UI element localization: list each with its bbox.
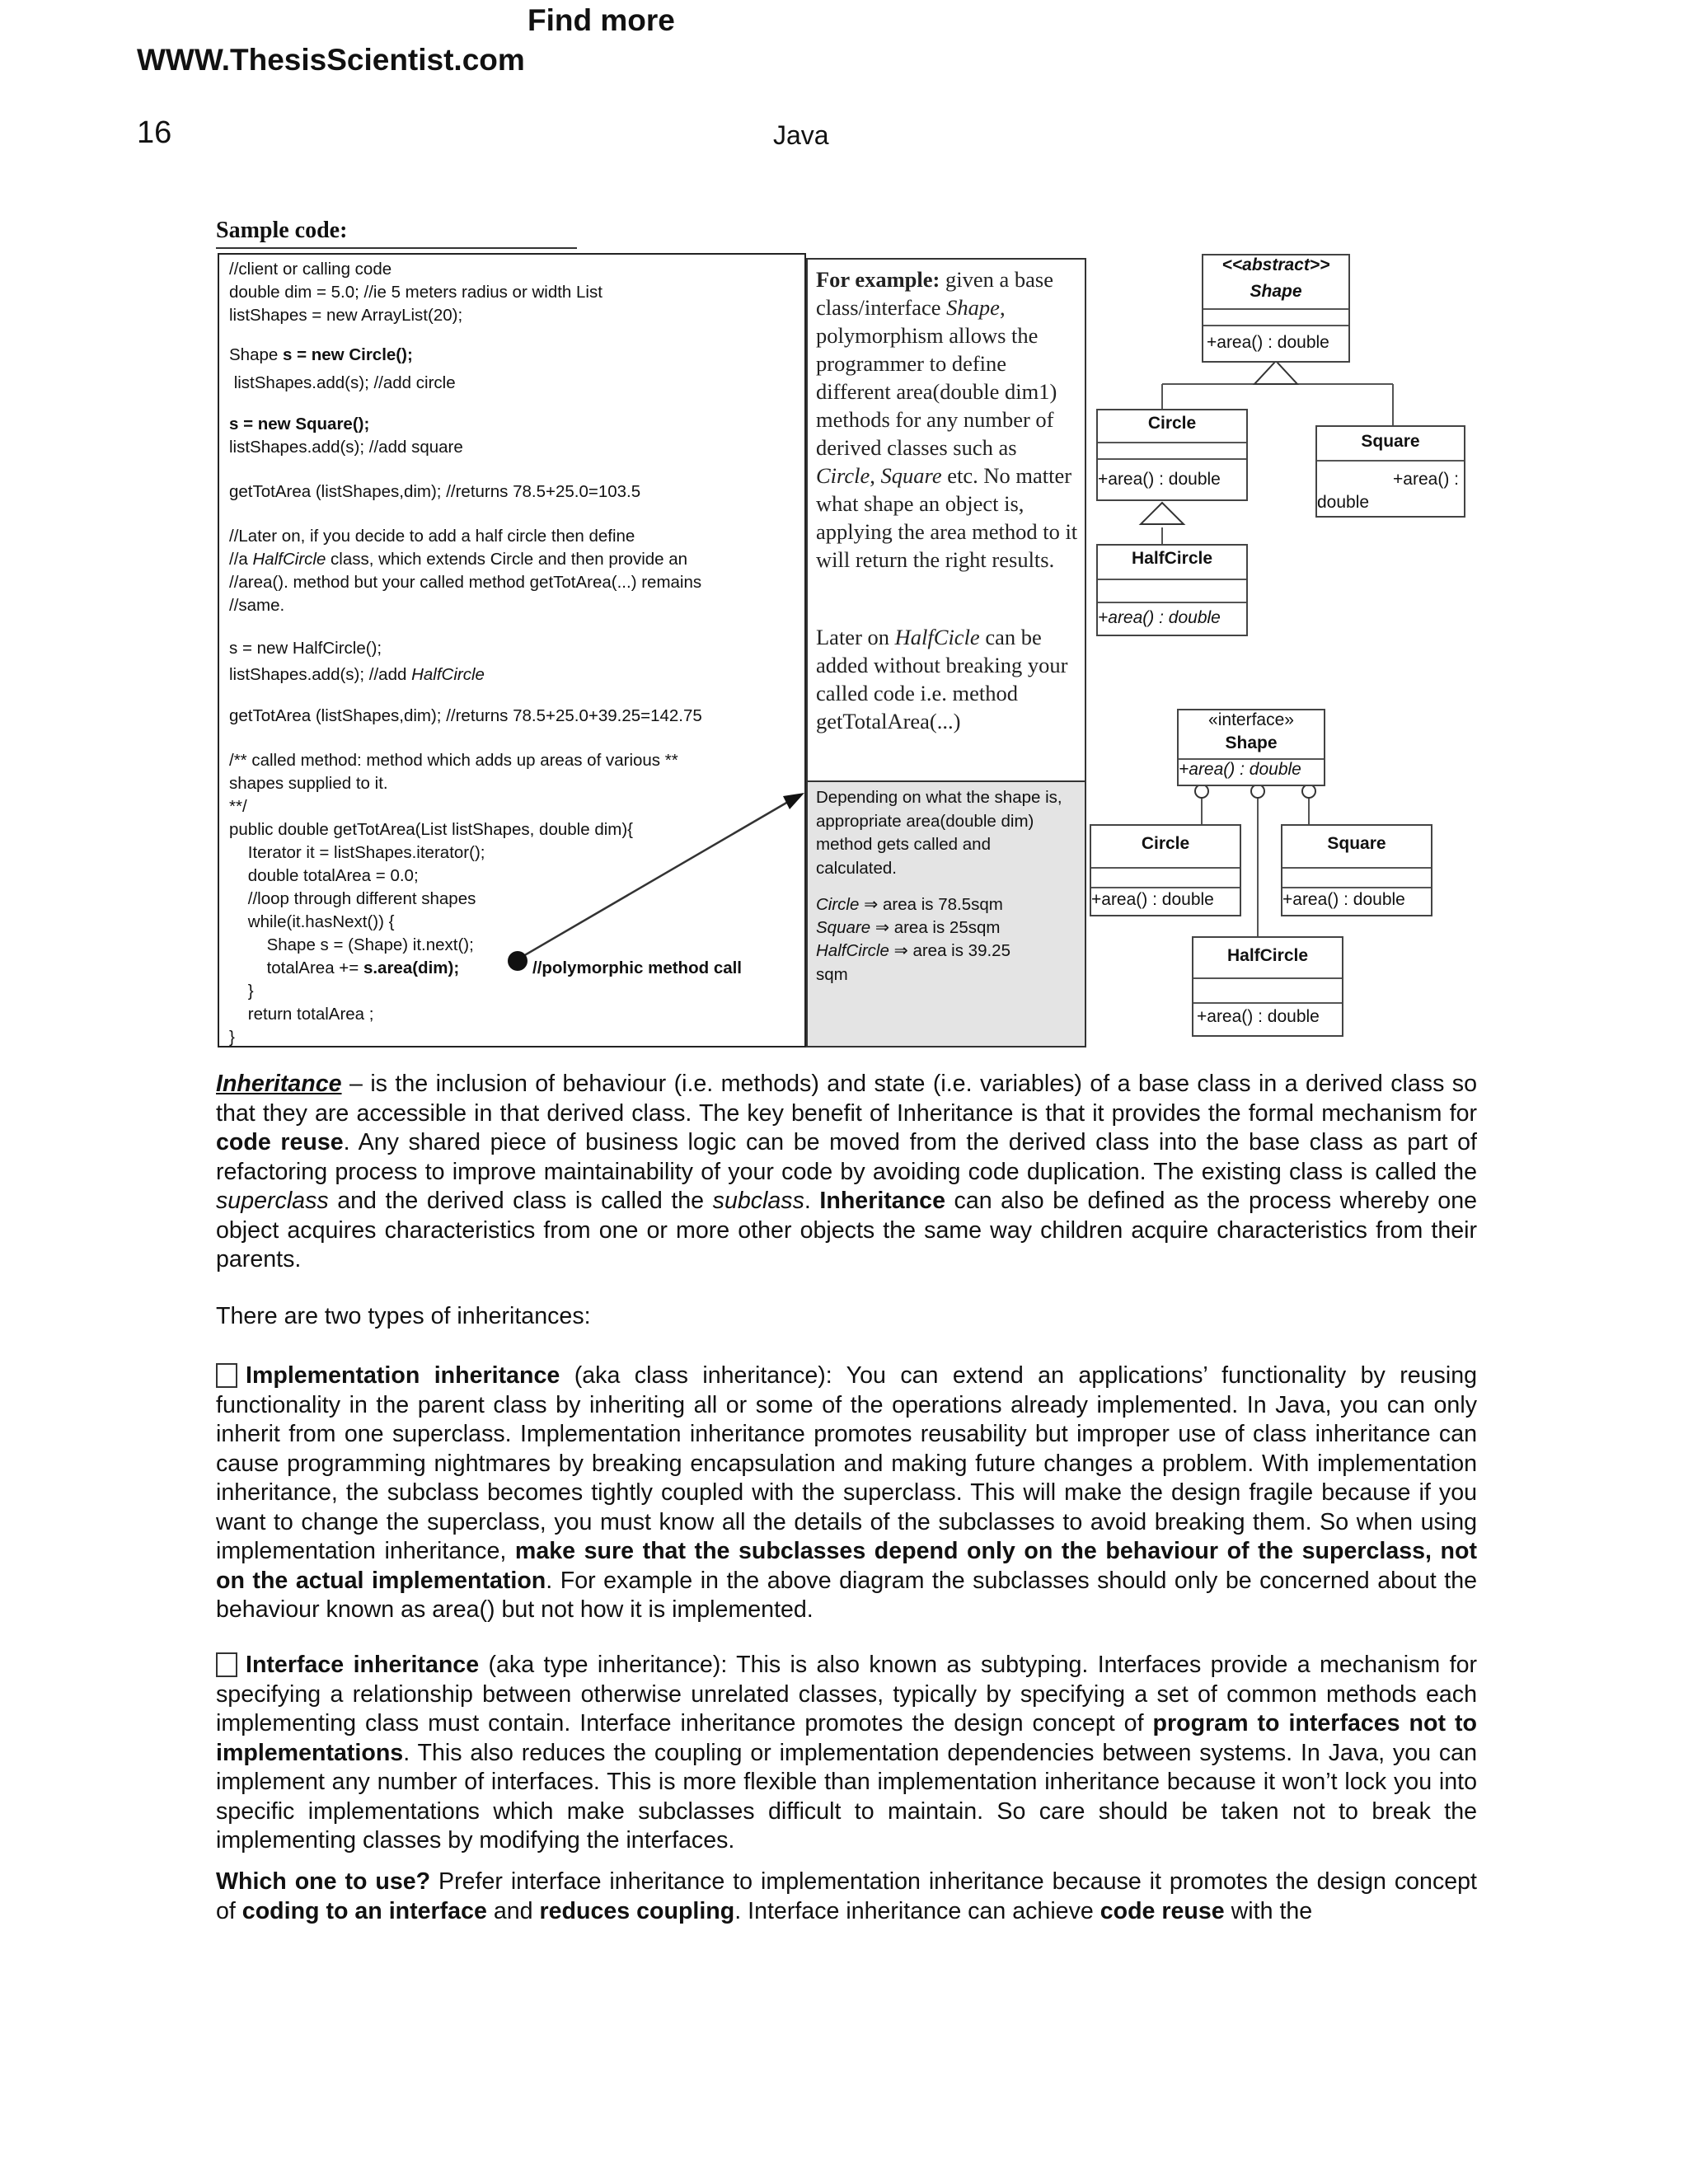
body-text: – is the inclusion of behaviour (i.e. methods) and state (i.e. variables) of a base class in a derived class so that they are accessible in that derived class. The key benefit of Inheritance is that it provides the formal mechanism for bbox=[216, 1071, 1477, 1127]
interface-inheritance-paragraph bbox=[216, 1651, 1477, 1856]
which-one-paragraph bbox=[216, 1868, 1477, 1926]
uml-method: +area() : double bbox=[1098, 470, 1221, 489]
code-line: Shape s = (Shape) it.next(); bbox=[229, 935, 474, 954]
example-italic: Shape bbox=[946, 295, 1000, 320]
uml-stereotype: «interface» bbox=[1208, 710, 1294, 729]
realization-circle bbox=[1251, 785, 1264, 798]
example-text: , polymorphism allows the programmer to define different area(double dim1) methods for any number of derived classes such as bbox=[816, 295, 1057, 460]
body-text: (aka class inheritance): You can extend an applications’ functionality by reusing functionality in the parent class by inheriting all or some of the operations already implemented. In Java, you can only inherit from one superclass. Implementation inheritance promotes reusability but improper use of class inheritance can cause programming nightmares by breaking encapsulation and making future changes a problem. With implementation inheritance, the subclass becomes tightly coupled with the superclass. This will make the design fragile because if you want to change the superclass, you must know all the details of the subclasses to avoid breaking them. So when using implementation inheritance, bbox=[216, 1362, 1478, 1564]
uml-interface-square-class bbox=[1281, 824, 1432, 916]
body-bold: reduces coupling bbox=[539, 1897, 735, 1924]
inheritance-paragraph bbox=[216, 1070, 1477, 1275]
uml-stereotype: <<abstract>> bbox=[1221, 255, 1330, 274]
code-line: while(it.hasNext()) { bbox=[229, 912, 395, 931]
body-text: and bbox=[486, 1897, 540, 1924]
body-text: can also be defined as the process whereby one object acquires characteristics from one or more other objects the same way children acquire characteristics from their parents. bbox=[216, 1188, 1478, 1272]
example-italic: HalfCicle bbox=[894, 625, 980, 649]
code-line: //Later on, if you decide to add a half circle then define bbox=[229, 527, 635, 546]
body-bold: coding to an interface bbox=[241, 1897, 487, 1924]
uml-method: +area() : double bbox=[1098, 608, 1221, 627]
uml-divider bbox=[1091, 867, 1240, 869]
inheritance-term: Inheritance bbox=[216, 1071, 342, 1097]
code-line: shapes supplied to it. bbox=[229, 774, 388, 793]
code-line: listShapes.add(s); //add circle bbox=[229, 373, 456, 392]
body-bold: Implementation inheritance bbox=[246, 1362, 560, 1389]
find-more-link[interactable]: Find more bbox=[528, 3, 675, 37]
example-text: given a base class/interface bbox=[816, 267, 1053, 320]
example-text: Later on bbox=[816, 625, 895, 649]
code-bold-text: s = new Circle(); bbox=[282, 345, 413, 364]
uml-divider bbox=[1282, 887, 1431, 888]
code-text: totalArea += bbox=[229, 958, 363, 977]
code-line: s = new HalfCircle(); bbox=[229, 639, 382, 658]
example-text: , bbox=[870, 463, 881, 488]
code-text: //a bbox=[229, 550, 253, 569]
code-line: //client or calling code bbox=[229, 260, 392, 279]
uml-class-name: HalfCircle bbox=[1131, 549, 1213, 568]
uml-divider bbox=[1193, 1002, 1342, 1004]
uml-class-name: Circle bbox=[1141, 834, 1190, 853]
uml-class-name: HalfCircle bbox=[1226, 946, 1309, 965]
uml-divider bbox=[1282, 867, 1431, 869]
arrow-icon: ⇒ bbox=[874, 918, 889, 937]
polymorphic-call-label: //polymorphic method call bbox=[532, 958, 743, 977]
checkbox-icon bbox=[216, 1363, 237, 1388]
uml-interface-halfcircle-class bbox=[1192, 936, 1343, 1037]
body-text: . For example in the above diagram the subclasses should only be concerned about the behaviour known as area() but not how it is implemented. bbox=[216, 1567, 1478, 1623]
site-link[interactable]: WWW.ThesisScientist.com bbox=[137, 43, 525, 77]
body-bold: program to interfaces not to implementations bbox=[216, 1710, 1477, 1766]
result-value: area is 25sqm bbox=[889, 918, 1001, 937]
code-line: } bbox=[229, 982, 254, 1001]
code-line: //area(). method but your called method getTotArea(...) remains bbox=[229, 573, 702, 592]
code-line: public double getTotArea(List listShapes, double dim){ bbox=[229, 820, 634, 839]
body-text: . Any shared piece of business logic can be moved from the derived class into the base class as part of refactoring process to improve maintainability of your code by avoiding code duplication. The existing class is called the bbox=[216, 1129, 1478, 1185]
body-bold: make sure that the subclasses depend only on the behaviour of the superclass, not on the actual implementation bbox=[216, 1538, 1477, 1594]
uml-method: +area() : double bbox=[1197, 1007, 1320, 1026]
uml-interface-shape-class bbox=[1177, 709, 1325, 786]
body-bold: Interface inheritance bbox=[246, 1652, 480, 1678]
code-line: listShapes = new ArrayList(20); bbox=[229, 306, 463, 325]
code-line: listShapes.add(s); //add square bbox=[229, 438, 463, 457]
arrow-icon: ⇒ bbox=[893, 941, 908, 960]
two-types-line: There are two types of inheritances: bbox=[216, 1303, 591, 1329]
code-line: Iterator it = listShapes.iterator(); bbox=[229, 843, 485, 862]
code-line: getTotArea (listShapes,dim); //returns 78.5+25.0=103.5 bbox=[229, 482, 641, 501]
body-italic: subclass bbox=[712, 1188, 804, 1214]
code-line: //same. bbox=[229, 596, 285, 615]
sample-code-label: Sample code: bbox=[216, 218, 348, 243]
result-shape-name: Square bbox=[816, 918, 871, 937]
body-text: with the bbox=[1224, 1897, 1313, 1924]
code-line: double totalArea = 0.0; bbox=[229, 866, 419, 885]
arrow-icon: ⇒ bbox=[864, 895, 879, 914]
body-bold: code reuse bbox=[1100, 1897, 1225, 1924]
body-text: and the derived class is called the bbox=[328, 1188, 713, 1214]
uml-divider bbox=[1091, 887, 1240, 888]
result-shape-name: HalfCircle bbox=[816, 941, 889, 960]
code-text: listShapes.add(s); //add bbox=[229, 665, 412, 684]
code-line: //loop through different shapes bbox=[229, 889, 476, 908]
page-title: Java bbox=[773, 120, 829, 150]
uml-method: +area() : bbox=[1393, 470, 1459, 489]
example-italic: Square bbox=[880, 463, 942, 488]
realization-circle bbox=[1302, 785, 1315, 798]
example-text: etc. No matter what shape an object is, applying the area method to it will return the right results. bbox=[816, 463, 1078, 572]
code-line: **/ bbox=[229, 797, 247, 816]
uml-interface-circle-class bbox=[1090, 824, 1241, 916]
example-italic: Circle bbox=[816, 463, 870, 488]
code-italic-text: HalfCircle bbox=[411, 665, 485, 684]
code-line: s = new Square(); bbox=[229, 415, 370, 434]
code-text: Shape bbox=[229, 345, 283, 364]
example-text: can be added without breaking your called code i.e. method getTotalArea(...) bbox=[816, 625, 1068, 733]
checkbox-icon bbox=[216, 1652, 237, 1677]
code-line: return totalArea ; bbox=[229, 1005, 374, 1024]
uml-class-name: Shape bbox=[1250, 282, 1302, 301]
result-shape-name: Circle bbox=[816, 895, 860, 914]
code-line: /** called method: method which adds up areas of various ** bbox=[229, 751, 678, 770]
result-value: area is 78.5sqm bbox=[878, 895, 1003, 914]
body-bold: Inheritance bbox=[819, 1188, 945, 1214]
body-bold: code reuse bbox=[216, 1129, 344, 1155]
uml-method: +area() : double bbox=[1179, 760, 1301, 779]
body-text: Prefer interface inheritance to implementation inheritance because it promotes the design concept of bbox=[216, 1868, 1477, 1924]
implementation-inheritance-paragraph bbox=[216, 1361, 1477, 1625]
uml-class-name: Square bbox=[1327, 834, 1386, 853]
body-italic: superclass bbox=[216, 1188, 329, 1214]
body-text: . This also reduces the coupling or implementation dependencies between systems. In Java, you can implement any number of interfaces. This is more flexible than implementation inheritance because it won’t lock you into specific implementations which make subclasses difficult to maintain. So care should be taken not to break the implementing classes by modifying the interfaces. bbox=[216, 1739, 1477, 1854]
body-bold: Which one to use? bbox=[216, 1868, 431, 1895]
body-text: . bbox=[804, 1188, 820, 1214]
body-text: (aka type inheritance): This is also known as subtyping. Interfaces provide a mechanism for specifying a relationship between otherwise unrelated classes, typically by specifying a set of common methods each implementing class must contain. Interface inheritance promotes the design concept of bbox=[216, 1652, 1477, 1736]
uml-method: +area() : double bbox=[1282, 890, 1405, 909]
result-value: area is 39.25 sqm bbox=[816, 941, 1010, 984]
code-text: class, which extends Circle and then provide an bbox=[326, 550, 688, 569]
uml-method: double bbox=[1317, 493, 1370, 512]
code-line: getTotArea (listShapes,dim); //returns 78.5+25.0+39.25=142.75 bbox=[229, 706, 702, 725]
page-number: 16 bbox=[137, 115, 172, 150]
realization-circle bbox=[1195, 785, 1208, 798]
code-bold-text: s.area(dim); bbox=[363, 958, 460, 977]
uml-method: +area() : double bbox=[1091, 890, 1214, 909]
code-line: } bbox=[229, 1028, 235, 1047]
uml-class-name: Square bbox=[1361, 432, 1420, 451]
gray-panel-text: Depending on what the shape is, appropriate area(double dim) method gets called and calculated. bbox=[816, 788, 1062, 878]
uml-divider bbox=[1193, 977, 1342, 979]
uml-method: +area() : double bbox=[1207, 333, 1329, 352]
uml-class-name: Shape bbox=[1225, 733, 1278, 752]
uml-class-name: Circle bbox=[1147, 414, 1197, 433]
for-example-label: For example: bbox=[816, 267, 940, 292]
body-text: . Interface inheritance can achieve bbox=[734, 1897, 1100, 1924]
code-italic-text: HalfCircle bbox=[252, 550, 326, 569]
code-line: double dim = 5.0; //ie 5 meters radius or width List bbox=[229, 283, 603, 302]
